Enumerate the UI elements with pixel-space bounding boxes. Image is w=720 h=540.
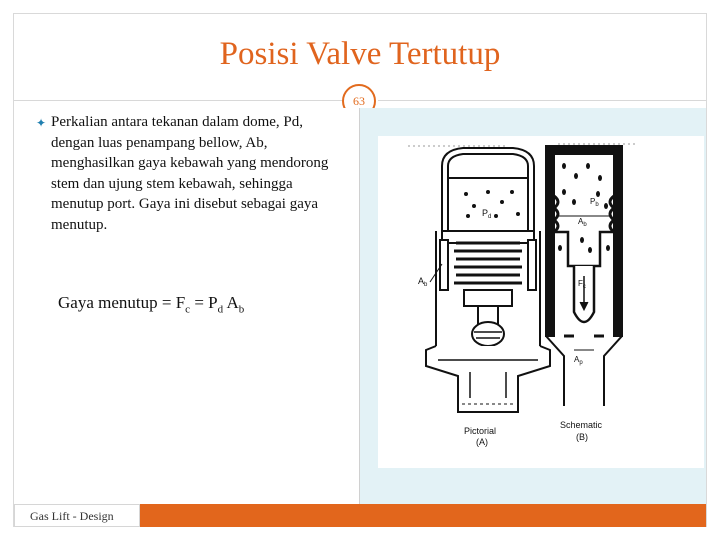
formula	[58, 293, 244, 315]
formula-eq: =	[161, 293, 172, 312]
formula-fc: F	[175, 293, 186, 312]
label-ap: $A_p$	[574, 355, 583, 366]
schematic-dots	[558, 163, 610, 253]
formula-ab-sub: b	[238, 303, 245, 316]
formula-ab: A	[226, 293, 239, 312]
title-divider-left	[14, 100, 344, 101]
valve-diagram	[378, 136, 704, 468]
bullet-icon: ✦	[36, 116, 47, 130]
formula-label: Gaya menutup	[58, 293, 158, 312]
bullet-text: Perkalian antara tekanan dalam dome, Pd, dengan luas penampang bellow, Ab, menghasilkan gaya kebawah yang mendorong stem dan ujung stem kebawah, sehingga menutup port. Gaya ini disebut sebagai gaya menutup.	[51, 114, 329, 233]
footer-label: Gas Lift - Design	[14, 504, 140, 527]
label-ab-schematic: $A_b$	[578, 217, 587, 228]
formula-pd-sub: d	[217, 303, 224, 316]
label-ab: $A_b$	[418, 276, 428, 288]
label-pb: $P_b$	[590, 197, 599, 208]
caption-pictorial: Pictorial	[464, 426, 497, 436]
title-divider-right	[378, 100, 706, 101]
label-fc: $F_c$	[578, 279, 586, 290]
formula-pd: P	[208, 293, 218, 312]
pictorial-valve	[426, 148, 550, 412]
formula-fc-sub: c	[185, 303, 191, 316]
caption-schematic: Schematic	[560, 420, 603, 430]
bullet-paragraph	[36, 112, 347, 236]
caption-pictorial-letter: (A)	[476, 437, 488, 447]
schematic-valve	[546, 146, 622, 406]
valve-diagram-svg	[378, 136, 704, 468]
page-number-badge: 63	[342, 84, 376, 118]
formula-eq2: =	[194, 293, 204, 312]
caption-schematic-letter: (B)	[576, 432, 588, 442]
label-pd: $P_d$	[482, 208, 492, 220]
slide-title: Posisi Valve Tertutup	[219, 36, 501, 72]
